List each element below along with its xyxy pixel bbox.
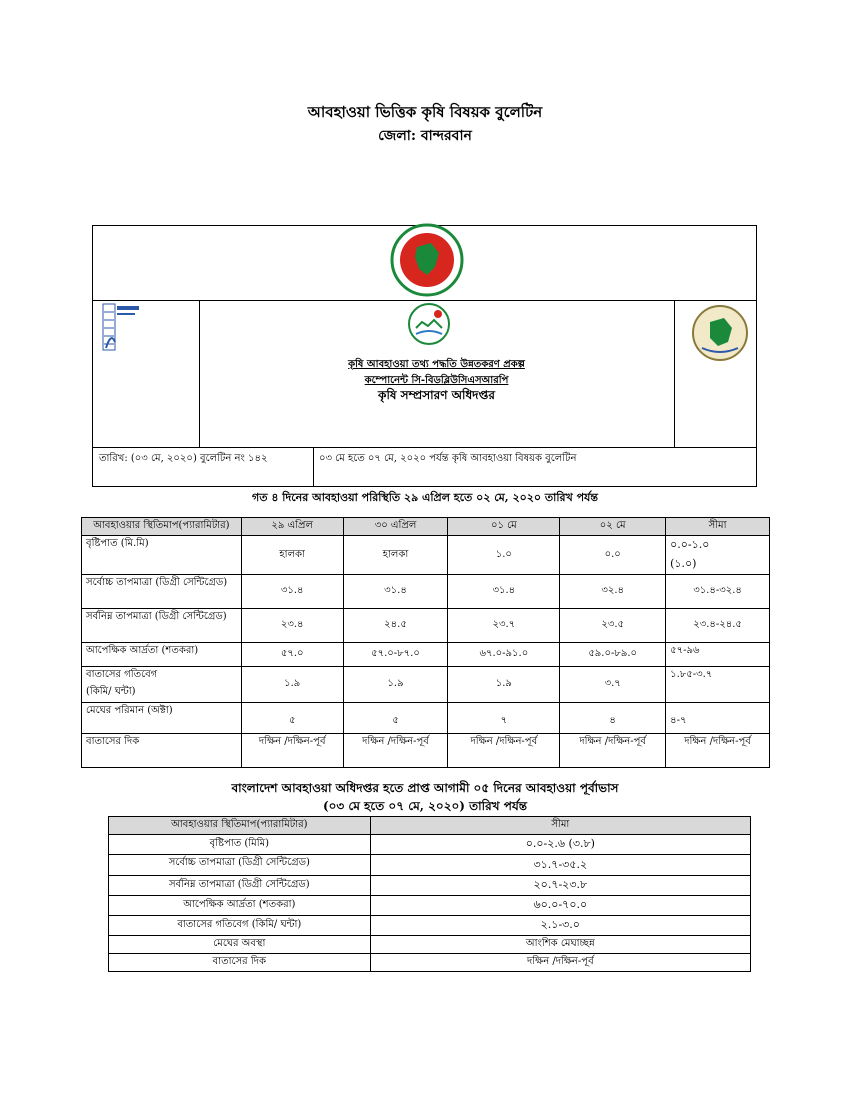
forecast-heading-1: বাংলাদেশ আবহাওয়া অধিদপ্তর হতে প্রাপ্ত আগামী ০৫ দিনের আবহাওয়া পূর্বাভাস <box>231 781 619 795</box>
range-cell: ২.১-৩.০ <box>370 916 750 936</box>
table-row <box>109 855 751 876</box>
value-cell: ০.০ <box>560 536 666 575</box>
table-row <box>109 936 751 954</box>
table-row <box>82 734 770 768</box>
project-line-2: কম্পোনেন্ট সি-বিডব্লিউসিএসআরপি <box>364 375 509 386</box>
value-cell: দক্ষিন /দক্ষিন-পূর্ব <box>241 734 343 768</box>
value-cell: ৩১.৪ <box>343 575 448 609</box>
value-cell: দক্ষিন /দক্ষিন-পূর্ব <box>448 734 560 768</box>
observed-heading: গত ৪ দিনের আবহাওয়া পরিস্থিতি ২৯ এপ্রিল হতে ০২ মে, ২০২০ তারিখ পর্যন্ত <box>252 491 598 504</box>
param-label: বাতাসের দিক <box>109 954 371 972</box>
param-label: বৃষ্টিপাত (মি.মি) <box>82 536 242 575</box>
value-cell: ১.৯ <box>241 667 343 703</box>
range-cell: ১.৮৫-৩.৭ <box>666 667 770 703</box>
value-cell: ৩১.৪ <box>448 575 560 609</box>
column-header: ৩০ এপ্রিল <box>343 518 448 536</box>
column-header: আবহাওয়ার স্থিতিমাপ(প্যারামিটার) <box>82 518 242 536</box>
value-cell: ৭ <box>448 703 560 734</box>
param-label: মেঘের পরিমান (অক্টা) <box>82 703 242 734</box>
table-row <box>82 643 770 667</box>
range-cell: ৩১.৪-৩২.৪ <box>666 575 770 609</box>
column-header: সীমা <box>666 518 770 536</box>
param-label: সর্বোচ্চ তাপমাত্রা (ডিগ্রী সেন্টিগ্রেড) <box>82 575 242 609</box>
value-cell: ৫ <box>241 703 343 734</box>
param-label: বাতাসের দিক <box>82 734 242 768</box>
bulletin-period: ০৩ মে হতে ০৭ মে, ২০২০ পর্যন্ত কৃষি আবহাওয়া বিষয়ক বুলেটিন <box>319 453 577 464</box>
page-title: আবহাওয়া ভিত্তিক কৃষি বিষয়ক বুলেটিন <box>307 103 543 121</box>
range-cell: ৩১.৭-৩৫.২ <box>370 855 750 876</box>
district-label: জেলা: বান্দরবান <box>378 128 472 144</box>
bangladesh-govt-seal-icon <box>387 223 467 299</box>
value-cell: ৫৯.০-৮৯.০ <box>560 643 666 667</box>
range-cell: ৬০.০-৭০.০ <box>370 896 750 916</box>
value-cell: ২৩.৪ <box>241 609 343 643</box>
column-header: ২৯ এপ্রিল <box>241 518 343 536</box>
value-cell: ৬৭.০-৯১.০ <box>448 643 560 667</box>
table-row <box>82 703 770 734</box>
value-cell: ৫ <box>343 703 448 734</box>
range-cell: দক্ষিন /দক্ষিন-পূর্ব <box>370 954 750 972</box>
value-cell: ২৪.৫ <box>343 609 448 643</box>
param-label: মেঘের অবস্থা <box>109 936 371 954</box>
column-header: আবহাওয়ার স্থিতিমাপ(প্যারামিটার) <box>109 817 371 835</box>
table-header-row <box>109 817 751 835</box>
value-cell: ৫৭.০-৮৭.০ <box>343 643 448 667</box>
value-cell: হালকা <box>241 536 343 575</box>
param-label: সর্বনিম্ন তাপমাত্রা (ডিগ্রী সেন্টিগ্রেড) <box>82 609 242 643</box>
value-cell: দক্ষিন /দক্ষিন-পূর্ব <box>343 734 448 768</box>
range-cell: ০.০-২.৬ (৩.৮) <box>370 835 750 855</box>
project-line-1: কৃষি আবহাওয়া তথ্য পদ্ধতি উন্নতকরণ প্রকল্প <box>348 359 525 370</box>
range-cell: ৫৭-৯৬ <box>666 643 770 667</box>
meteorology-dept-logo-icon <box>101 302 141 352</box>
table-row <box>82 536 770 575</box>
dae-seal-icon <box>690 304 750 362</box>
param-label: সর্বোচ্চ তাপমাত্রা (ডিগ্রী সেন্টিগ্রেড) <box>109 855 371 876</box>
param-label: বাতাসের গতিবেগ (কিমি/ ঘন্টা) <box>109 916 371 936</box>
value-cell: ৩১.৪ <box>241 575 343 609</box>
forecast-heading-2: (০৩ মে হতে ০৭ মে, ২০২০) তারিখ পর্যন্ত <box>322 799 528 813</box>
range-cell: ৪-৭ <box>666 703 770 734</box>
param-label: আপেক্ষিক আর্দ্রতা (শতকরা) <box>109 896 371 916</box>
value-cell: ২৩.৫ <box>560 609 666 643</box>
value-cell: ৪ <box>560 703 666 734</box>
range-cell: দক্ষিন /দক্ষিন-পূর্ব <box>666 734 770 768</box>
value-cell: ১.৯ <box>448 667 560 703</box>
krishi-project-logo-icon <box>408 302 450 346</box>
column-header: ০২ মে <box>560 518 666 536</box>
param-label: আপেক্ষিক আর্দ্রতা (শতকরা) <box>82 643 242 667</box>
bulletin-header-box <box>92 225 757 487</box>
range-cell: আংশিক মেঘাচ্ছন্ন <box>370 936 750 954</box>
value-cell: ৫৭.০ <box>241 643 343 667</box>
range-cell: ২০.৭-২৩.৮ <box>370 876 750 896</box>
date-bulletin-no: তারিখ: (০৩ মে, ২০২০) বুলেটিন নং ১৪২ <box>99 453 268 464</box>
value-cell: হালকা <box>343 536 448 575</box>
table-row <box>109 896 751 916</box>
value-cell: দক্ষিন /দক্ষিন-পূর্ব <box>560 734 666 768</box>
range-cell: ০.০-১.০ (১.০) <box>666 536 770 575</box>
column-header: ০১ মে <box>448 518 560 536</box>
table-row <box>82 575 770 609</box>
value-cell: ৩.৭ <box>560 667 666 703</box>
project-line-3: কৃষি সম্প্রসারণ অধিদপ্তর <box>378 388 495 402</box>
value-cell: ৩২.৪ <box>560 575 666 609</box>
param-label: বৃষ্টিপাত (মিমি) <box>109 835 371 855</box>
table-row <box>109 916 751 936</box>
column-header: সীমা <box>370 817 750 835</box>
range-cell: ২৩.৪-২৪.৫ <box>666 609 770 643</box>
table-row <box>109 954 751 972</box>
param-label: সর্বনিম্ন তাপমাত্রা (ডিগ্রী সেন্টিগ্রেড) <box>109 876 371 896</box>
forecast-table <box>108 816 751 972</box>
value-cell: ২৩.৭ <box>448 609 560 643</box>
table-header-row <box>82 518 770 536</box>
value-cell: ১.৯ <box>343 667 448 703</box>
param-label: বাতাসের গতিবেগ (কিমি/ ঘন্টা) <box>82 667 242 703</box>
table-row <box>109 835 751 855</box>
observed-weather-table <box>81 517 770 768</box>
value-cell: ১.০ <box>448 536 560 575</box>
table-row <box>82 667 770 703</box>
table-row <box>82 609 770 643</box>
table-row <box>109 876 751 896</box>
